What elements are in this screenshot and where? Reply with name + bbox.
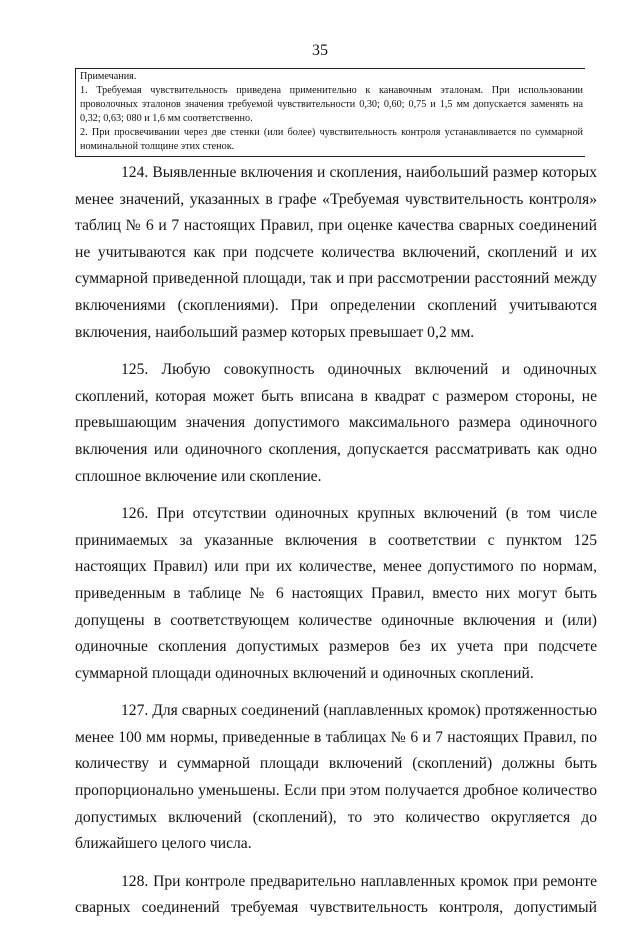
note-item-1: 1. Требуемая чувствительность приведена применительно к канавочным эталонам. При использовании проволочных эталонов значения требуемой чувствительности 0,30; 0,60; 0,75 и 1,5 мм допускается заменять на 0,32; 0,63; 080 и 1,6 мм соответственно. — [80, 85, 583, 124]
paragraph-128: 128. При контроле предварительно наплавленных кромок при ремонте сварных соединений требуемая чувствительность контроля, допустимый — [75, 872, 597, 917]
paragraph-124: 124. Выявленные включения и скопления, наибольший размер которых менее значений, указанных в графе «Требуемая чувствительность контроля» таблиц № 6 и 7 настоящих Правил, при оценке качества сварных соединений не учитываются как при подсчете количества включений, скоплений и их суммарной приведенной площади, так и при рассмотрении расстояний между включениями (скоплениями). При определении скоплений учитываются включения, наибольший размер которых превышает 0,2 мм. — [75, 164, 597, 341]
paragraph-127: 127. Для сварных соединений (наплавленных кромок) протяженностью менее 100 мм нормы, приведенные в таблицах № 6 и 7 настоящих Правил, по количеству и суммарной площади включений (скоплений) должны быть пропорционально уменьшены. Если при этом получается дробное количество допустимых включений (скоплений), то это количество округляется до ближайшего целого числа. — [75, 702, 597, 853]
notes-box — [75, 68, 585, 157]
paragraph-126: 126. При отсутствии одиночных крупных включений (в том числе принимаемых за указанные включения в соответствии с пунктом 125 настоящих Правил) или при их количестве, менее допустимого по нормам, приведенным в таблице № 6 настоящих Правил, вместо них могут быть допущены в соответствующем количестве одиночные включения и (или) одиночные скопления допустимых размеров без их учета при подсчете суммарной площади одиночных включений и одиночных скоплений. — [75, 505, 597, 682]
page-number: 35 — [312, 42, 328, 59]
note-item-2: 2. При просвечивании через две стенки (или более) чувствительность контроля устанавливается по суммарной номинальной толщине этих стенок. — [80, 127, 583, 152]
notes-title: Примечания. — [80, 71, 137, 82]
paragraph-125: 125. Любую совокупность одиночных включений и одиночных скоплений, которая может быть вписана в квадрат с размером стороны, не превышающим значения допустимого максимального размера одиночного включения или одиночного скопления, допускается рассматривать как одно сплошное включение или скопление. — [75, 361, 597, 485]
document-body — [75, 160, 597, 933]
